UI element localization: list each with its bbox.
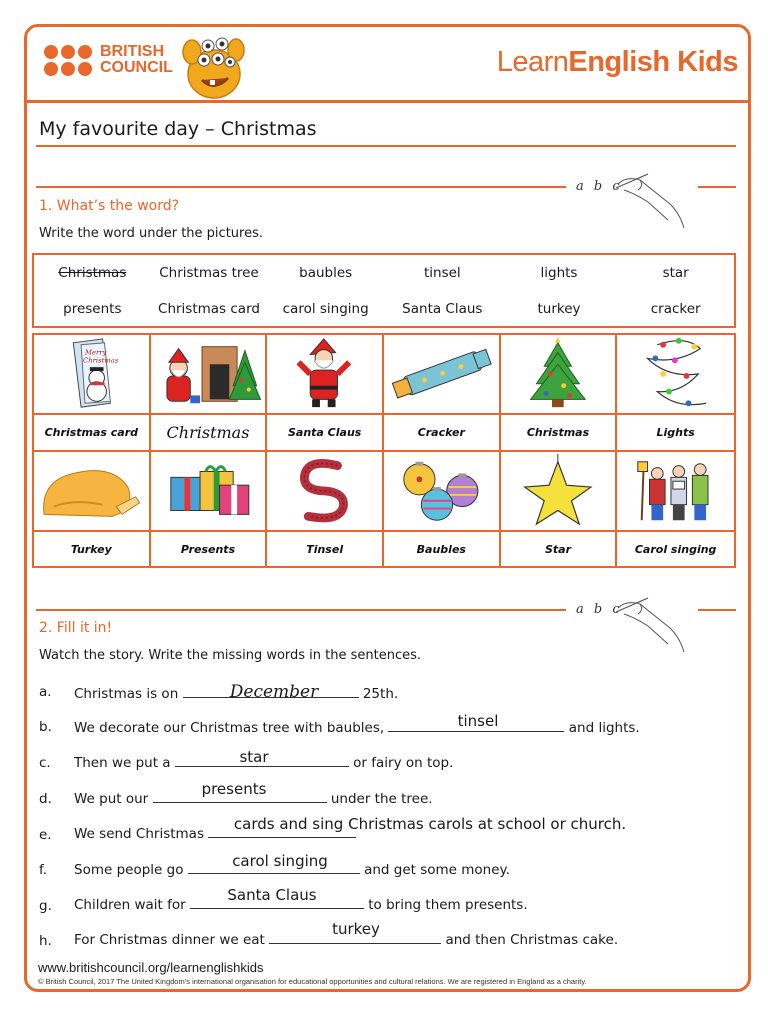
- picture-cell: [617, 452, 734, 532]
- picture-cell: [384, 335, 501, 415]
- word-bank-item: cracker: [650, 301, 701, 317]
- picture-label: Christmas card: [44, 426, 139, 439]
- word-bank-item: Christmas card: [158, 301, 260, 317]
- word-bank-item: tinsel: [423, 265, 461, 281]
- word-bank-item: carol singing: [282, 301, 369, 317]
- bc-logo-line1: BRITISH: [100, 43, 164, 60]
- baubles-icon: [384, 452, 499, 530]
- label-cell: [501, 415, 618, 452]
- picture-cell: [267, 452, 384, 532]
- lights-icon: [617, 335, 734, 413]
- sentence-b: We decorate our Christmas tree with baubles, and lights.: [74, 720, 640, 736]
- picture-cell: [34, 335, 151, 415]
- bc-dots-icon: [44, 45, 92, 76]
- label-cell: [34, 415, 151, 452]
- section1-rule-right: [698, 186, 736, 188]
- sentence-letter: b.: [39, 719, 52, 735]
- picture-cell: [34, 452, 151, 532]
- learnenglish-kids-logo[interactable]: LearnEnglish Kids: [496, 46, 738, 78]
- section1-instruction: Write the word under the pictures.: [39, 226, 263, 241]
- sentence-g: Children wait for to bring them presents.: [74, 897, 528, 913]
- sentence-a: Christmas is on 25th.: [74, 686, 399, 702]
- typed-answer[interactable]: turkey: [332, 920, 380, 938]
- cracker-icon: [384, 335, 499, 413]
- sentence-c: Then we put a or fairy on top.: [74, 755, 454, 771]
- christmas-card-icon: [34, 335, 149, 413]
- sentence-letter: e.: [39, 827, 52, 843]
- label-cell: [151, 532, 268, 566]
- writing-hand-icon: [614, 170, 690, 230]
- picture-cell: [501, 452, 618, 532]
- handwritten-answer: Christmas: [166, 423, 250, 442]
- sentence-letter: a.: [39, 684, 52, 700]
- word-bank-item: Christmas tree: [159, 265, 259, 281]
- label-cell: [151, 415, 268, 452]
- label-cell: [617, 532, 734, 566]
- section2-instruction: Watch the story. Write the missing words in the sentences.: [39, 648, 422, 663]
- typed-answer[interactable]: presents: [201, 780, 267, 798]
- santa-claus-icon: [267, 335, 382, 413]
- carol-singers-icon: [617, 452, 734, 530]
- word-bank-item: presents: [63, 301, 122, 317]
- header-divider: [24, 100, 751, 103]
- tinsel-icon: [267, 452, 382, 530]
- picture-cell: [501, 335, 618, 415]
- picture-label: Presents: [180, 542, 236, 556]
- sentence-letter: f.: [39, 862, 48, 878]
- word-bank-item: baubles: [299, 265, 353, 281]
- picture-cell: [151, 452, 268, 532]
- typed-answer[interactable]: star: [239, 748, 269, 766]
- label-cell: [384, 532, 501, 566]
- presents-icon: [151, 452, 266, 530]
- sentence-letter: d.: [39, 791, 52, 807]
- picture-cell: [151, 335, 268, 415]
- footer-copyright: © British Council, 2017 The United Kingdom’s international organisation for educational opportunities and cultural relations. We are registered in England as a charity.: [38, 977, 587, 986]
- footer-url-link[interactable]: www.britishcouncil.org/learnenglishkids: [38, 960, 264, 975]
- sentence-letter: c.: [39, 755, 51, 771]
- label-cell: [617, 415, 734, 452]
- typed-answer[interactable]: Santa Claus: [227, 886, 317, 904]
- picture-table: [32, 333, 736, 568]
- section2-rule-right: [698, 609, 736, 611]
- christmas-scene-icon: [151, 335, 266, 413]
- typed-answer[interactable]: cards and sing Christmas carols at school or church.: [210, 815, 650, 833]
- turkey-icon: [34, 452, 149, 530]
- british-council-logo[interactable]: [44, 44, 173, 76]
- svg-text:Christmas: Christmas: [83, 356, 119, 365]
- picture-label: Turkey: [70, 542, 112, 556]
- sentence-letter: h.: [39, 933, 52, 949]
- picture-label: Santa Claus: [287, 426, 362, 439]
- typed-answer[interactable]: carol singing: [232, 852, 328, 870]
- page-title: My favourite day – Christmas: [39, 118, 317, 140]
- section2-heading: 2. Fill it in!: [39, 620, 113, 636]
- sentence-d: We put our under the tree.: [74, 791, 433, 807]
- sentence-h: For Christmas dinner we eat and then Christmas cake.: [74, 932, 619, 948]
- writing-hand-icon: [614, 594, 690, 654]
- svg-text:Merry: Merry: [84, 348, 107, 357]
- section2-abc: a b c: [576, 602, 623, 617]
- bc-logo-line2: COUNCIL: [100, 59, 173, 76]
- word-bank-item: Christmas: [58, 265, 127, 281]
- star-icon: [501, 452, 616, 530]
- picture-label: Baubles: [416, 542, 466, 556]
- sentence-letter: g.: [39, 898, 52, 914]
- picture-label: Lights: [656, 426, 695, 439]
- label-cell: [34, 532, 151, 566]
- christmas-tree-icon: [501, 335, 616, 413]
- handwritten-answer[interactable]: December: [229, 682, 319, 702]
- picture-cell: [617, 335, 734, 415]
- word-bank-item: turkey: [537, 301, 581, 317]
- section2-rule: [36, 609, 566, 611]
- picture-label: Tinsel: [306, 542, 344, 556]
- picture-label: Carol singing: [634, 542, 717, 556]
- monster-mascot-icon: [178, 32, 250, 102]
- word-bank-item: Santa Claus: [402, 301, 483, 317]
- picture-cell: [267, 335, 384, 415]
- picture-label: Star: [544, 542, 571, 556]
- title-rule: [36, 145, 736, 147]
- section1-rule: [36, 186, 566, 188]
- picture-label: Cracker: [417, 426, 465, 439]
- picture-cell: [384, 452, 501, 532]
- section1-heading: 1. What’s the word?: [39, 198, 180, 214]
- label-cell: [384, 415, 501, 452]
- label-cell: [267, 415, 384, 452]
- sentence-f: Some people go and get some money.: [74, 862, 510, 878]
- sentence-e: We send Christmas: [74, 826, 356, 842]
- label-cell: [501, 532, 618, 566]
- word-bank-item: star: [662, 265, 689, 281]
- section1-abc: a b c: [576, 179, 623, 194]
- word-bank: [32, 253, 736, 328]
- picture-label: Christmas: [526, 426, 590, 439]
- label-cell: [267, 532, 384, 566]
- word-bank-item: lights: [540, 265, 578, 281]
- typed-answer[interactable]: tinsel: [457, 712, 499, 730]
